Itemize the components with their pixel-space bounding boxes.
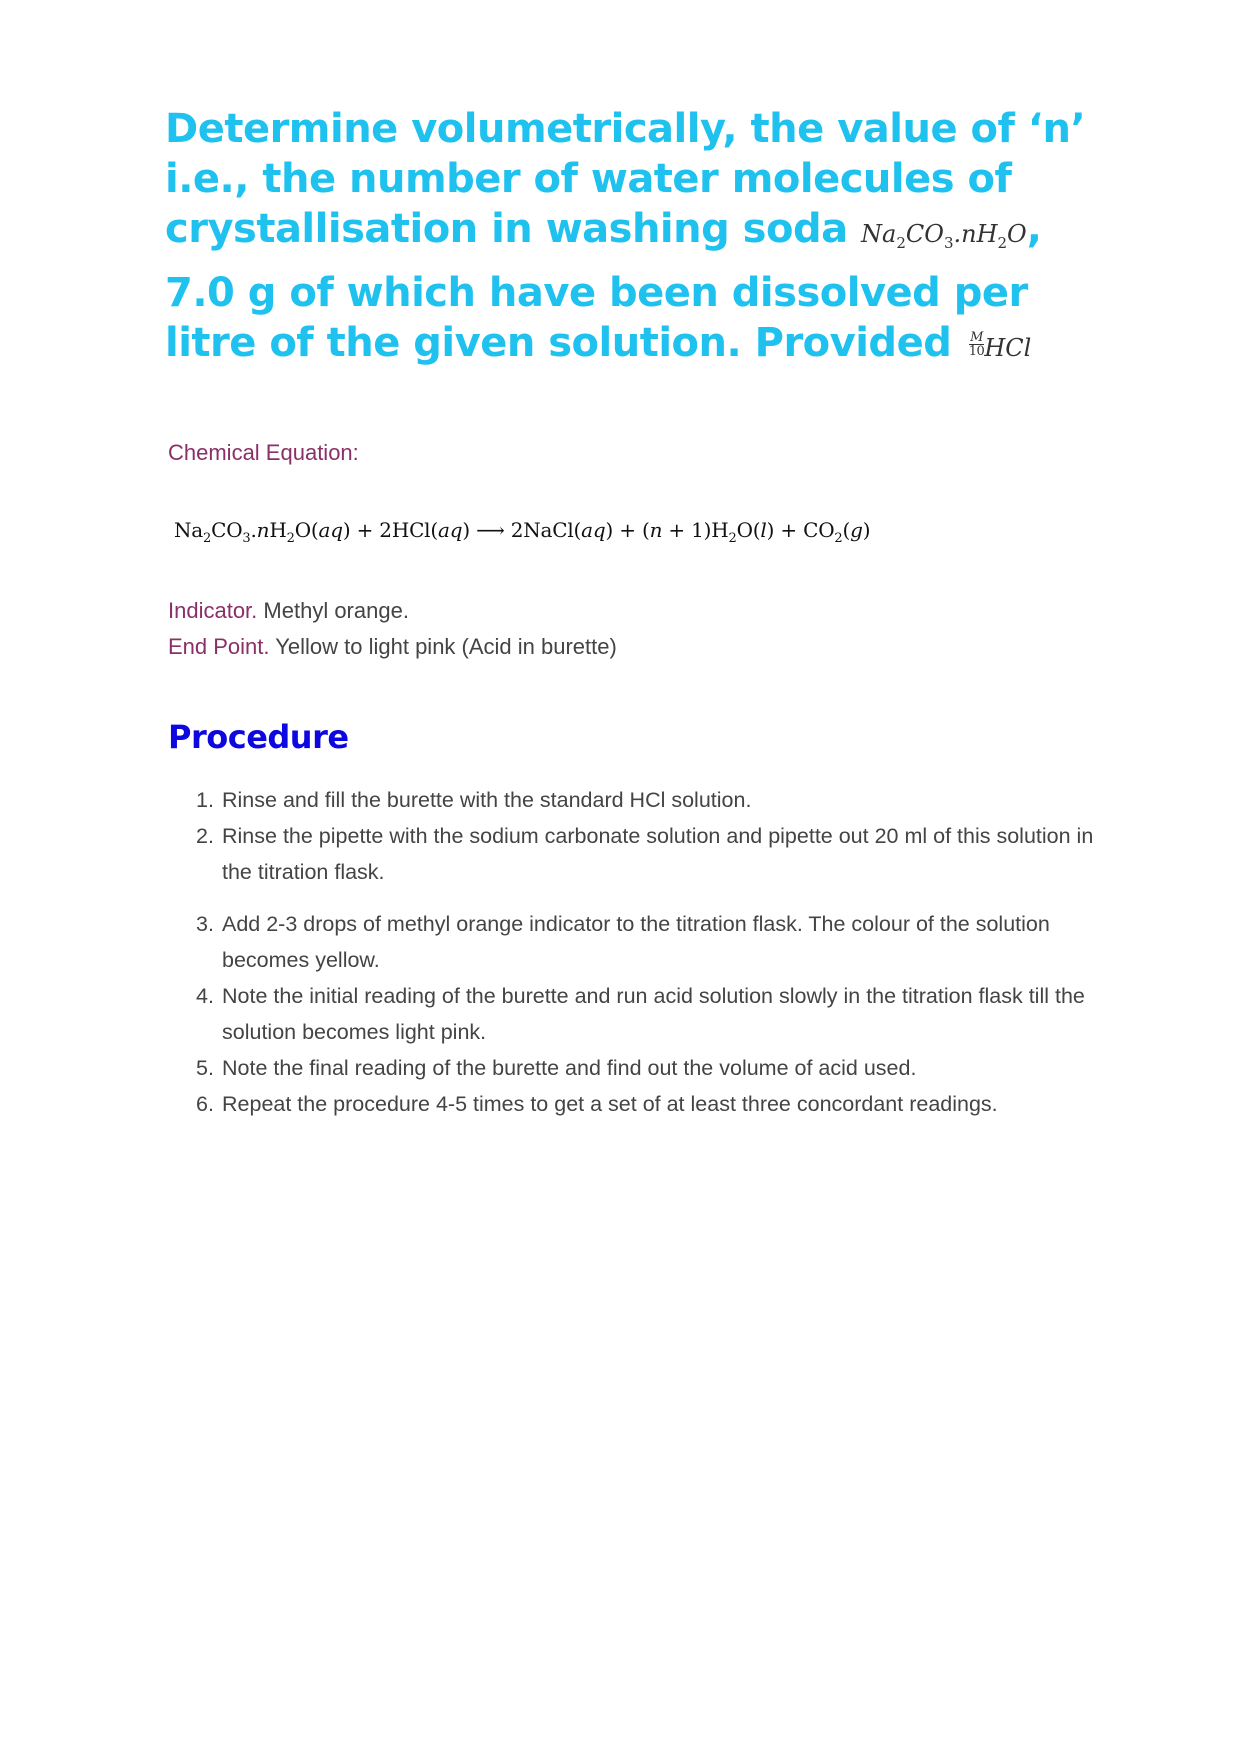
step-text: Rinse the pipette with the sodium carbonate solution and pipette out 20 ml of this solution in the titration flask. — [222, 824, 1094, 884]
chemical-equation-label: Chemical Equation: — [168, 440, 359, 465]
procedure-step — [196, 1086, 1096, 1122]
step-number: 6. — [196, 1092, 214, 1116]
step-number: 1. — [196, 788, 214, 812]
procedure-heading: Procedure — [168, 718, 349, 756]
indicator-value: Methyl orange. — [263, 598, 409, 623]
title-text-part2: , 7.0 g of which have been dissolved per litre of the given solution. Provided — [165, 206, 1042, 366]
indicator-line — [168, 598, 409, 624]
reagent-name: HCl — [984, 333, 1032, 362]
procedure-steps — [196, 782, 1096, 1122]
end-point-value: Yellow to light pink (Acid in burette) — [275, 634, 617, 659]
step-number: 3. — [196, 912, 214, 936]
title-text-part1: Determine volumetrically, the value of ‘n’ i.e., the number of water molecules of crystallisation in washing soda — [165, 106, 1086, 252]
step-text: Rinse and fill the burette with the standard HCl solution. — [222, 788, 752, 812]
step-text: Add 2-3 drops of methyl orange indicator to the titration flask. The colour of the solution becomes yellow. — [222, 912, 1050, 972]
step-text: Note the initial reading of the burette and run acid solution slowly in the titration flask till the solution becomes light pink. — [222, 984, 1085, 1044]
step-number: 4. — [196, 984, 214, 1008]
end-point-line — [168, 634, 617, 660]
page-title — [165, 104, 1095, 373]
fraction-denominator: 10 — [968, 344, 985, 360]
procedure-step — [196, 1050, 1096, 1086]
indicator-label: Indicator. — [168, 598, 258, 623]
step-number: 5. — [196, 1056, 214, 1080]
molarity-fraction — [969, 331, 985, 358]
step-number: 2. — [196, 824, 214, 848]
step-text: Note the final reading of the burette and find out the volume of acid used. — [222, 1056, 917, 1080]
end-point-label: End Point. — [168, 634, 270, 659]
step-text: Repeat the procedure 4-5 times to get a set of at least three concordant readings. — [222, 1092, 998, 1116]
procedure-step — [196, 782, 1096, 818]
fraction-numerator: M — [970, 330, 983, 346]
procedure-step — [196, 978, 1096, 1050]
chemical-equation: $Na_2CO_3.nH_2O(aq) + 2HCl(aq)$ ⟶ 2NaCl(aq) + $(n + 1)H_2O(l) + CO_2(g)$ — [174, 518, 871, 546]
washing-soda-formula: $Na_2CO_3.nH_2O$ — [861, 220, 1027, 252]
procedure-step — [196, 906, 1096, 978]
procedure-step — [196, 818, 1096, 890]
